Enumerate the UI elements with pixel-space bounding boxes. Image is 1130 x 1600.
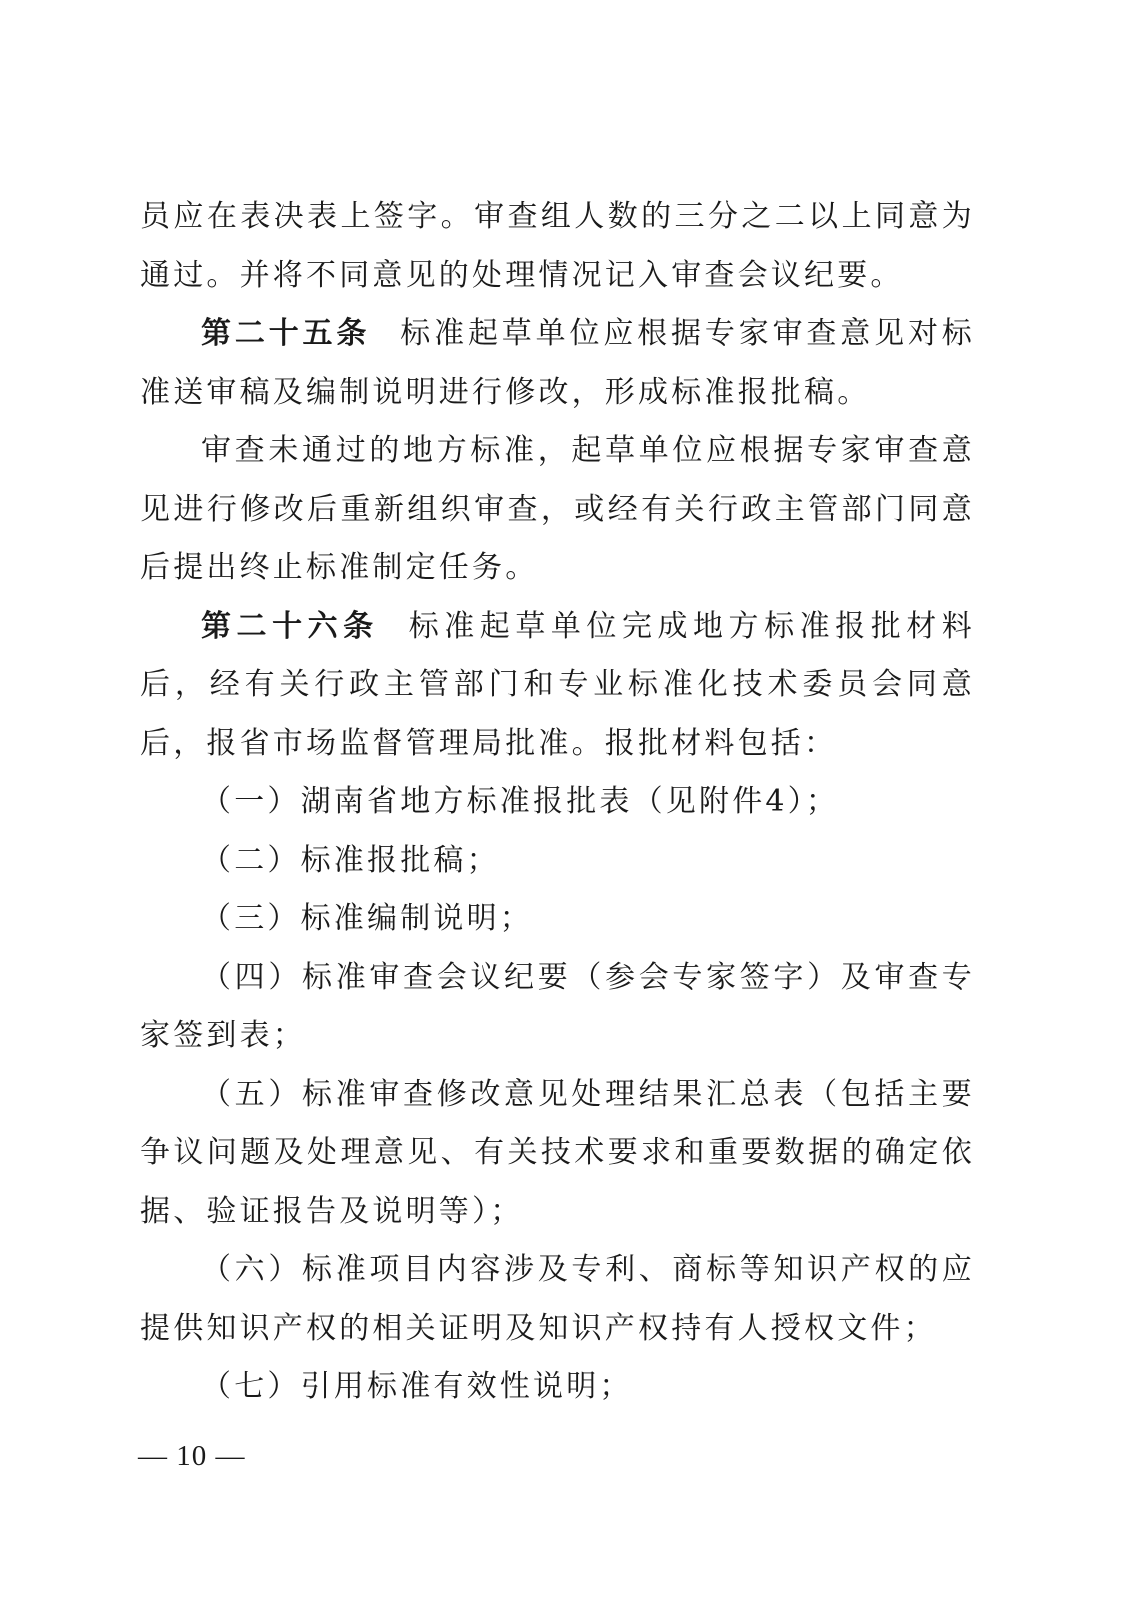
- list-item-4: [140, 949, 975, 1066]
- list-item-text: （三）标准编制说明；: [201, 901, 533, 936]
- article-26: [140, 598, 975, 774]
- page-number: — 10 —: [138, 1440, 246, 1472]
- list-item-text: （五）标准审查修改意见处理结果汇总表（包括主要争议问题及处理意见、有关技术要求和重要数据的确定依据、验证报告及说明等）；: [140, 1076, 975, 1229]
- list-item-text: （四）标准审查会议纪要（参会专家签字）及审查专家签到表；: [140, 959, 975, 1053]
- paragraph-continuation: [140, 188, 975, 305]
- article-25: [140, 305, 975, 422]
- article-number: 第二十六条: [201, 608, 379, 644]
- body-text: [140, 188, 975, 1417]
- list-item-1: [140, 773, 975, 832]
- paragraph-review-failed: [140, 422, 975, 598]
- list-item-3: [140, 890, 975, 949]
- list-item-text: （一）湖南省地方标准报批表（见附件4）；: [201, 784, 840, 819]
- list-item-text: （二）标准报批稿；: [201, 842, 500, 878]
- paragraph-text: 员应在表决表上签字。审查组人数的三分之二以上同意为通过。并将不同意见的处理情况记入审查会议纪要。: [140, 199, 975, 293]
- list-item-5: [140, 1066, 975, 1242]
- list-item-text: （六）标准项目内容涉及专利、商标等知识产权的应提供知识产权的相关证明及知识产权持有人授权文件；: [140, 1252, 975, 1346]
- paragraph-text: 标准起草单位应根据专家审查意见对标准送审稿及编制说明进行修改，形成标准报批稿。: [140, 316, 976, 410]
- article-number: 第二十五条: [201, 316, 371, 351]
- paragraph-text: 审查未通过的地方标准，起草单位应根据专家审查意见进行修改后重新组织审查，或经有关行政主管部门同意后提出终止标准制定任务。: [140, 433, 975, 585]
- list-item-7: [140, 1358, 975, 1417]
- list-item-2: [140, 832, 975, 891]
- paragraph-text: 标准起草单位完成地方标准报批材料后，经有关行政主管部门和专业标准化技术委员会同意后，报省市场监督管理局批准。报批材料包括：: [140, 608, 976, 761]
- list-item-text: （七）引用标准有效性说明；: [201, 1369, 633, 1404]
- list-item-6: [140, 1241, 975, 1358]
